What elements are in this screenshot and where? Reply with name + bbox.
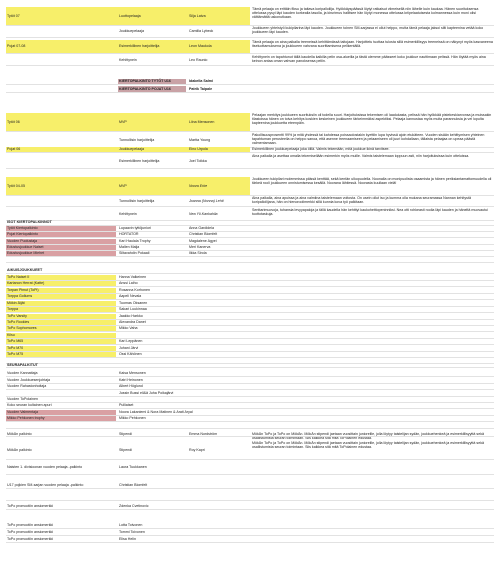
category-cell: Tytöt 04-05 xyxy=(6,177,250,195)
recipient-cell: Roy Kapri xyxy=(189,447,205,452)
row-divider xyxy=(6,542,494,543)
category-cell: Vuoden ToPolainen xyxy=(7,397,38,402)
row-divider xyxy=(6,376,494,377)
recipient-cell: Idabella Salmi xyxy=(189,79,213,84)
row-divider xyxy=(6,131,494,132)
category-cell: Tytöt 06 xyxy=(6,113,250,131)
award-cell: Anssi Laiho xyxy=(119,281,138,286)
award-cell: MVP xyxy=(119,183,127,188)
row-divider xyxy=(6,286,494,287)
category-cell: ToPo promootiin ansiomerkki xyxy=(7,504,54,509)
row-divider xyxy=(6,389,494,390)
category-cell: Tytöt 07 xyxy=(6,7,250,25)
category-cell: Vuoden Puolustaja xyxy=(6,239,116,244)
award-cell: Christian Blomfelt xyxy=(119,482,148,487)
recipient-cell: Patrik Taipale xyxy=(189,86,213,91)
category-cell: Edustusjoukkue Naiset xyxy=(6,245,116,250)
category-cell: ToPo M65 xyxy=(6,339,116,344)
award-cell: Stipendi xyxy=(119,447,132,452)
category-cell: MökÄn palkinto xyxy=(7,431,32,436)
award-cell: Joukkuepelaaja xyxy=(119,29,144,34)
recipient-cell: Liina Mensonen xyxy=(189,119,215,124)
description-cell: Senttarimuovoja, tuhansia levyyapaloja ja tällä kaudella hän kehittyi kaukoheittopeninniksi. Nea otti rohkeasti roolia läpi kauden ja häneltä muovautui tuottotaskuja. xyxy=(252,208,488,217)
award-cell: Siltavahdin Pokaali xyxy=(119,251,150,256)
award-cell: Noora Lakaniemi & Nora Matinen & Arati Aryal xyxy=(119,410,193,415)
row-divider xyxy=(6,500,494,501)
recipient-cell: Emma Nordström xyxy=(189,431,218,436)
award-cell: Tunnollisin harjoittelija xyxy=(119,137,155,142)
category-cell xyxy=(6,133,116,147)
row-divider xyxy=(6,421,494,422)
recipient-cell: Anna Gardidela xyxy=(189,226,214,231)
row-divider xyxy=(6,331,494,332)
award-cell: Mikko Vaha xyxy=(119,326,138,331)
recipient-cell: Christian Blomfelt xyxy=(189,232,218,237)
award-cell: Esimerkillinen harjoittelija xyxy=(119,44,160,49)
award-cell: Jussin Bussi eli&ä Juha Poikajärvi xyxy=(119,391,174,396)
table-row xyxy=(0,113,500,131)
row-divider xyxy=(6,92,494,93)
category-cell: U17 pojkien SM-sarjan vuoden pelaaja -palkinto xyxy=(7,482,84,487)
row-divider xyxy=(6,273,494,274)
award-cell: Joukkuepelaaja xyxy=(119,147,144,152)
description-cell: Joukkueen tukipilari molemmissa päissä kenttää, sekä kentän ulkopuolella. Noonalla on monipuolista osaamista ja hänen periksiantamattomuudella oli tärkeä rooli joukkueen onnistumisessa kesällä. Noorana lähtiessä. Noorasta kuullaan vielä! xyxy=(252,177,492,186)
row-divider xyxy=(6,37,494,38)
award-cell: Alexandra Danet xyxy=(119,320,146,325)
category-cell: ToPo Sophomores xyxy=(6,326,116,331)
award-cell: MVP xyxy=(119,119,127,124)
award-cell: Hanna Valkeinen xyxy=(119,275,147,280)
category-cell: Pojat Kiertopalkinto xyxy=(6,232,116,237)
award-cell: Zdenka Cvetinovic xyxy=(119,504,149,509)
description-cell: Tämä pelaaja on aina paikalla treeneissä kehittämässä taitojaan. Harjoittelu tuottaa tulosta sillä esimerkillisyys treeneissä on näkynyt myös kasvaneena itseluottamuksena ja joukkueen vahvana suorittamisena pelikentällä. xyxy=(252,40,493,49)
award-cell: Kari Leppänen xyxy=(119,339,143,344)
award-cell: Laura Tuukkanen xyxy=(119,464,147,469)
award-cell: Sakari Luukinnaa xyxy=(119,307,147,312)
table-row xyxy=(0,7,500,25)
award-cell: Albert Höglund xyxy=(119,384,143,389)
award-cell: Aapeli Nevala xyxy=(119,294,142,299)
category-cell: Koko seuran kultainen apuri xyxy=(7,403,52,408)
category-cell: Torppa Gollums xyxy=(6,294,116,299)
recipient-cell: Joanna (Nonna) Lehti xyxy=(189,198,224,203)
row-divider xyxy=(6,488,494,489)
table-row xyxy=(0,55,500,65)
table-row xyxy=(0,441,500,459)
row-divider xyxy=(6,206,494,207)
description-cell: Joukkueen yhteistyö kukipilarina läpi kauden. Joukkueen toinen SM-sarjassa ei ollut helppo, mutta tämä pelaaja jaksoi silti kapteenina vetää koko joukkueen läpi kauden. xyxy=(252,26,484,35)
category-cell: Torpan Pimut (ToPi) xyxy=(6,288,116,293)
row-divider xyxy=(6,367,494,368)
award-cell: KIERTOPALKINTO TYTÖT U16 xyxy=(118,79,186,84)
row-divider xyxy=(6,152,494,153)
row-divider xyxy=(6,84,494,85)
category-cell: ToPo Varsity xyxy=(6,314,116,319)
row-divider xyxy=(6,408,494,409)
description-cell: Kehittynein on tapahtunut tällä kaudella kaikilla pelin osa-alueilla ja tästä olemme päässeet koko joukkue nauttimaan pelissä. Hän löytää myös aina keinon antaa oman vahvan panoksensa peliin. xyxy=(252,55,486,64)
category-cell: ToPo promootiin ansiomerkki xyxy=(7,536,54,541)
award-cell: Elisa Helin xyxy=(119,536,136,541)
award-cell: Ossi Kähönen xyxy=(119,352,142,357)
table-row xyxy=(0,133,500,147)
category-cell: AIKUISJOUKKUEET xyxy=(7,268,43,273)
award-cell: Rosanna Korhonen xyxy=(119,288,150,293)
award-cell: Katri Heinonen xyxy=(119,378,143,383)
category-cell xyxy=(6,26,116,37)
description-cell: Pakollisuusprosentti 99% ja mitä yhdessä tai kahdessa poissaolostakin kyettiin lupa hyvissä ajoin etukäteen. Vuoden sisään kehittymisen yhteinen tapahtuman perusteella on helppo sanoa, että asenne treenaamiseen ja pelaamiseen oli juuri kohdallaan, tällaista pelaajaa on upeaa päästä valmentamaan. xyxy=(252,133,485,146)
award-cell: Luottopelaaja xyxy=(119,13,141,18)
award-cell: Juhani Järvi xyxy=(119,346,139,351)
category-cell: SEURAPALKITUT xyxy=(7,362,38,367)
description-cell xyxy=(251,460,494,474)
category-cell: Mikko Pehkonen trophy xyxy=(6,416,116,421)
award-cell: KIERTOPALKINTO POJAT U16 xyxy=(118,86,186,92)
award-cell: Kaisa Mensonen xyxy=(119,371,146,376)
category-cell: ToPo Rookies xyxy=(6,320,116,325)
description-cell: Pelaajan merkitys joukkueen suorituksiin oli todella suuri. Harjoituksissa tekemisen oli laadukasta, pelissä hän hyökkää pistekeskiarvonsa ja muissakin tilastoissa hänen on toiva kehitys koskien keskeinen joukkueen tärkeimmäksi aspektiksi. Pelaaja kannustaa myös muita parannuksia ja vei lopulta kapteenina joukkuetta eteenpäin. xyxy=(252,113,492,126)
table-row xyxy=(0,154,500,168)
category-cell: Pojat 06 xyxy=(6,147,250,152)
recipient-cell: Magdalene Agyei xyxy=(189,239,217,244)
row-divider xyxy=(6,344,494,345)
recipient-cell: Camilla Lybeck xyxy=(189,29,214,34)
row-divider xyxy=(6,262,494,263)
category-cell xyxy=(6,154,116,168)
category-cell: Vuoden Valmentaja xyxy=(6,410,116,415)
recipient-cell: Silja Latva xyxy=(189,13,206,18)
award-cell: Tunnollisin harjoittelija xyxy=(119,198,155,203)
award-cell: Tommi Toivonen xyxy=(119,529,145,534)
category-cell: ToPo promootiin ansiomerkki xyxy=(7,522,54,527)
row-divider xyxy=(6,299,494,300)
recipient-cell: Leo Raunio xyxy=(189,57,208,62)
row-divider xyxy=(6,65,494,66)
description-cell: Tämä pelaaja on erittäin fiksu ja taitava koripalloilija. Hyökkäyspäässä löytyi ratkaisut viimeisellä niin lähelle kuin kaukaa. Hänen suorituksensa ottelussa pysyi läpi kauden korkealla tasolla, ja kirurimus hallitsee hän löytyi monessa ottelussa kriipelaatuisesta kolmannessa kuin moni olisi välttämättä uskonutkaan. xyxy=(252,7,479,20)
category-cell: Naisten 1. divisioonan vuoden pelaaja -palkinto xyxy=(7,464,83,469)
category-cell: Kartanon Herrat (Katte) xyxy=(6,281,116,286)
category-cell xyxy=(6,55,116,65)
row-divider xyxy=(6,474,494,475)
award-cell: Pulliaiset xyxy=(119,403,134,408)
recipient-cell: Eino Urpola xyxy=(189,147,208,152)
row-divider xyxy=(6,256,494,257)
award-cell: Mallen Malja xyxy=(119,245,140,250)
category-cell: Pojat 07-08 xyxy=(6,40,250,53)
category-cell: Vuoden Rahastonhoitaja xyxy=(7,384,47,389)
award-cell: Stipendi xyxy=(119,431,132,436)
award-cell: Lotta Toivonen xyxy=(119,522,143,527)
table-row xyxy=(0,26,500,37)
recipient-cell xyxy=(188,460,248,474)
recipient-cell: Joel Toikka xyxy=(189,158,207,163)
recipient-cell: Meri Kanerva xyxy=(189,245,211,250)
award-cell: Kari Haulala Trophy xyxy=(119,239,151,244)
category-cell xyxy=(6,208,116,220)
category-cell: ToPo M75 xyxy=(6,352,116,357)
recipient-cell: Noora Erke xyxy=(189,183,208,188)
row-divider xyxy=(6,53,494,54)
description-cell: Esimerkillinen joukkuepelaaja joka öillä. Valmis tekemään, mitä joukkue ikinä tarvitsee. xyxy=(252,147,390,151)
description-cell: Aina paikalla ja asettaa omalla tekemisellään esimerkin myös muille. Valmis taistelemaan loppuun asti, niin harjoituksissa kuin otteluissa. xyxy=(252,154,470,158)
award-cell: Kehittynein xyxy=(119,57,137,62)
row-divider xyxy=(6,509,494,510)
category-cell: Vuoden Kannattaja xyxy=(7,371,38,376)
category-cell: Tytöt Kiertopalkinto xyxy=(6,226,116,231)
category-cell: Torppa xyxy=(6,307,116,312)
award-cell: Kehittynein xyxy=(119,211,137,216)
category-cell: Vuoden Joukkuesenjohtaja xyxy=(7,378,51,383)
table-row xyxy=(0,40,500,53)
category-cell: ToPo promootiin ansiomerkki xyxy=(7,529,54,534)
table-row xyxy=(0,208,500,220)
description-cell: MökÄn ToPo ja ToPo on MökÄn. MökÄn stipendi jaetaan vuosittain junioreille, jolla löytyy taistelijan sydän, joukkuehenkeä ja esimerkillisyyttä sekä osallistumista seuran toimintaan. Siis kaikkea sitä mitä ToPolainen edustaa. xyxy=(252,432,484,441)
row-divider xyxy=(6,237,494,238)
category-cell: Edustusjoukkue Miehet xyxy=(6,251,116,256)
row-divider xyxy=(6,428,494,429)
row-divider xyxy=(6,168,494,169)
award-cell: HORTATOR xyxy=(119,232,139,237)
table-row xyxy=(0,196,500,206)
category-cell: ToPo M70 xyxy=(6,346,116,351)
table-row xyxy=(0,177,500,195)
row-divider xyxy=(6,312,494,313)
recipient-cell: Martta Young xyxy=(189,137,211,142)
recipient-cell: Nea Yli-Kankahila xyxy=(189,211,218,216)
category-cell: ToPo Naiset II xyxy=(6,275,116,280)
award-cell: Mikko Pehkonen xyxy=(119,416,146,421)
category-cell: Kilsu xyxy=(6,333,116,338)
award-cell: Jaakko Harkko xyxy=(119,314,143,319)
category-cell: MökÄn palkinto xyxy=(7,447,32,452)
category-cell xyxy=(6,196,116,206)
recipient-cell: Ilkka Sirola xyxy=(189,251,207,256)
category-cell: ISOT KIERTOPALKINNOT xyxy=(7,220,52,225)
description-cell: Aina paikalla, aina apuissa ja aina valmiina taistelemaan voitosta. On usein ollut iso ja kumma olla mukana seuramassa Nannan kehitystä koripalloilijana, hän on hienoroolimerkki sillä kunnia kova työ palkitaan. xyxy=(252,196,471,205)
row-divider xyxy=(6,436,494,437)
award-cell: Lupaavin tyttöjuniori xyxy=(119,226,151,231)
category-cell: Mökin Äijät xyxy=(6,301,116,306)
table-row xyxy=(0,460,500,474)
award-cell: Esimerkillinen harjoittelija xyxy=(119,158,160,163)
recipient-cell: Leon Maukola xyxy=(189,44,212,49)
description-cell: MökÄn ToPo ja ToPo on MökÄn. MökÄn stipendi jaetaan vuosittain junioreille, jolla löytyy taistelijan sydän, joukkuehenkeä ja esimerkillisyyttä sekä osallistumista seuran toimintaan. Siis kaikkea sitä mitä ToPolainen edustaa. xyxy=(252,441,484,450)
award-cell: Tuomas Oksanen xyxy=(119,301,148,306)
